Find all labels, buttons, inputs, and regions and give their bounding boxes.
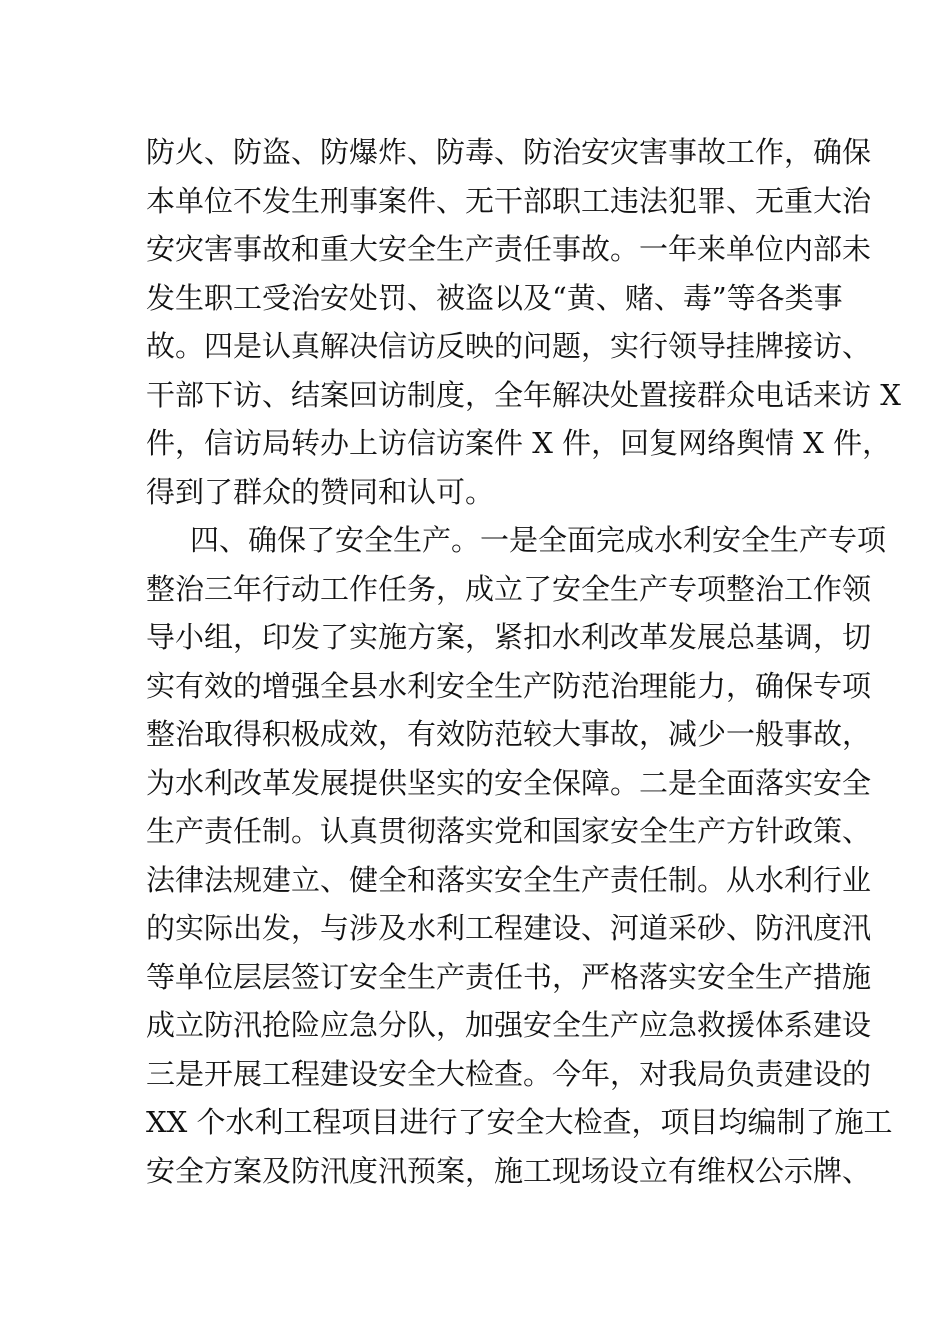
text-line: 故。四是认真解决信访反映的问题，实行领导挂牌接访、 — [146, 329, 872, 363]
text-line: 防火、防盗、防爆炸、防毒、防治安灾害事故工作，确保 — [146, 135, 872, 169]
paragraph-start-line: 四、确保了安全生产。一是全面完成水利安全生产专项 — [190, 523, 887, 557]
text-line: 法律法规建立、健全和落实安全生产责任制。从水利行业 — [146, 862, 872, 897]
text-line: 得到了群众的赞同和认可。 — [146, 474, 495, 509]
text-line: 成立防汛抢险应急分队，加强安全生产应急救援体系建设 — [146, 1008, 872, 1042]
text-line: 为水利改革发展提供坚实的安全保障。二是全面落实安全 — [146, 765, 872, 800]
text-line: 发生职工受治安处罚、被盗以及“黄、赌、毒”等各类事 — [146, 280, 843, 315]
text-line: XX 个水利工程项目进行了安全大检查，项目均编制了施工 — [146, 1105, 893, 1139]
text-line: 安全方案及防汛度汛预案，施工现场设立有维权公示牌、 — [146, 1153, 872, 1188]
text-line: 整治三年行动工作任务，成立了安全生产专项整治工作领 — [146, 571, 872, 606]
text-line: 本单位不发生刑事案件、无干部职工违法犯罪、无重大治 — [146, 183, 872, 218]
text-line: 实有效的增强全县水利安全生产防范治理能力，确保专项 — [146, 668, 872, 703]
text-line: 件，信访局转办上访信访案件 X 件，回复网络舆情 X 件， — [146, 426, 892, 460]
text-line: 干部下访、结案回访制度，全年解决处置接群众电话来访 X — [146, 377, 901, 412]
text-line: 安灾害事故和重大安全生产责任事故。一年来单位内部未 — [146, 232, 872, 266]
text-line: 整治取得积极成效，有效防范较大事故，减少一般事故， — [146, 717, 872, 751]
text-line: 生产责任制。认真贯彻落实党和国家安全生产方针政策、 — [146, 814, 872, 848]
body-text — [0, 128, 950, 1195]
text-line: 三是开展工程建设安全大检查。今年，对我局负责建设的 — [146, 1056, 872, 1091]
text-line: 等单位层层签订安全生产责任书，严格落实安全生产措施 — [146, 959, 872, 994]
text-line: 的实际出发，与涉及水利工程建设、河道采砂、防汛度汛 — [146, 911, 872, 945]
text-line: 导小组，印发了实施方案，紧扣水利改革发展总基调，切 — [146, 620, 872, 654]
